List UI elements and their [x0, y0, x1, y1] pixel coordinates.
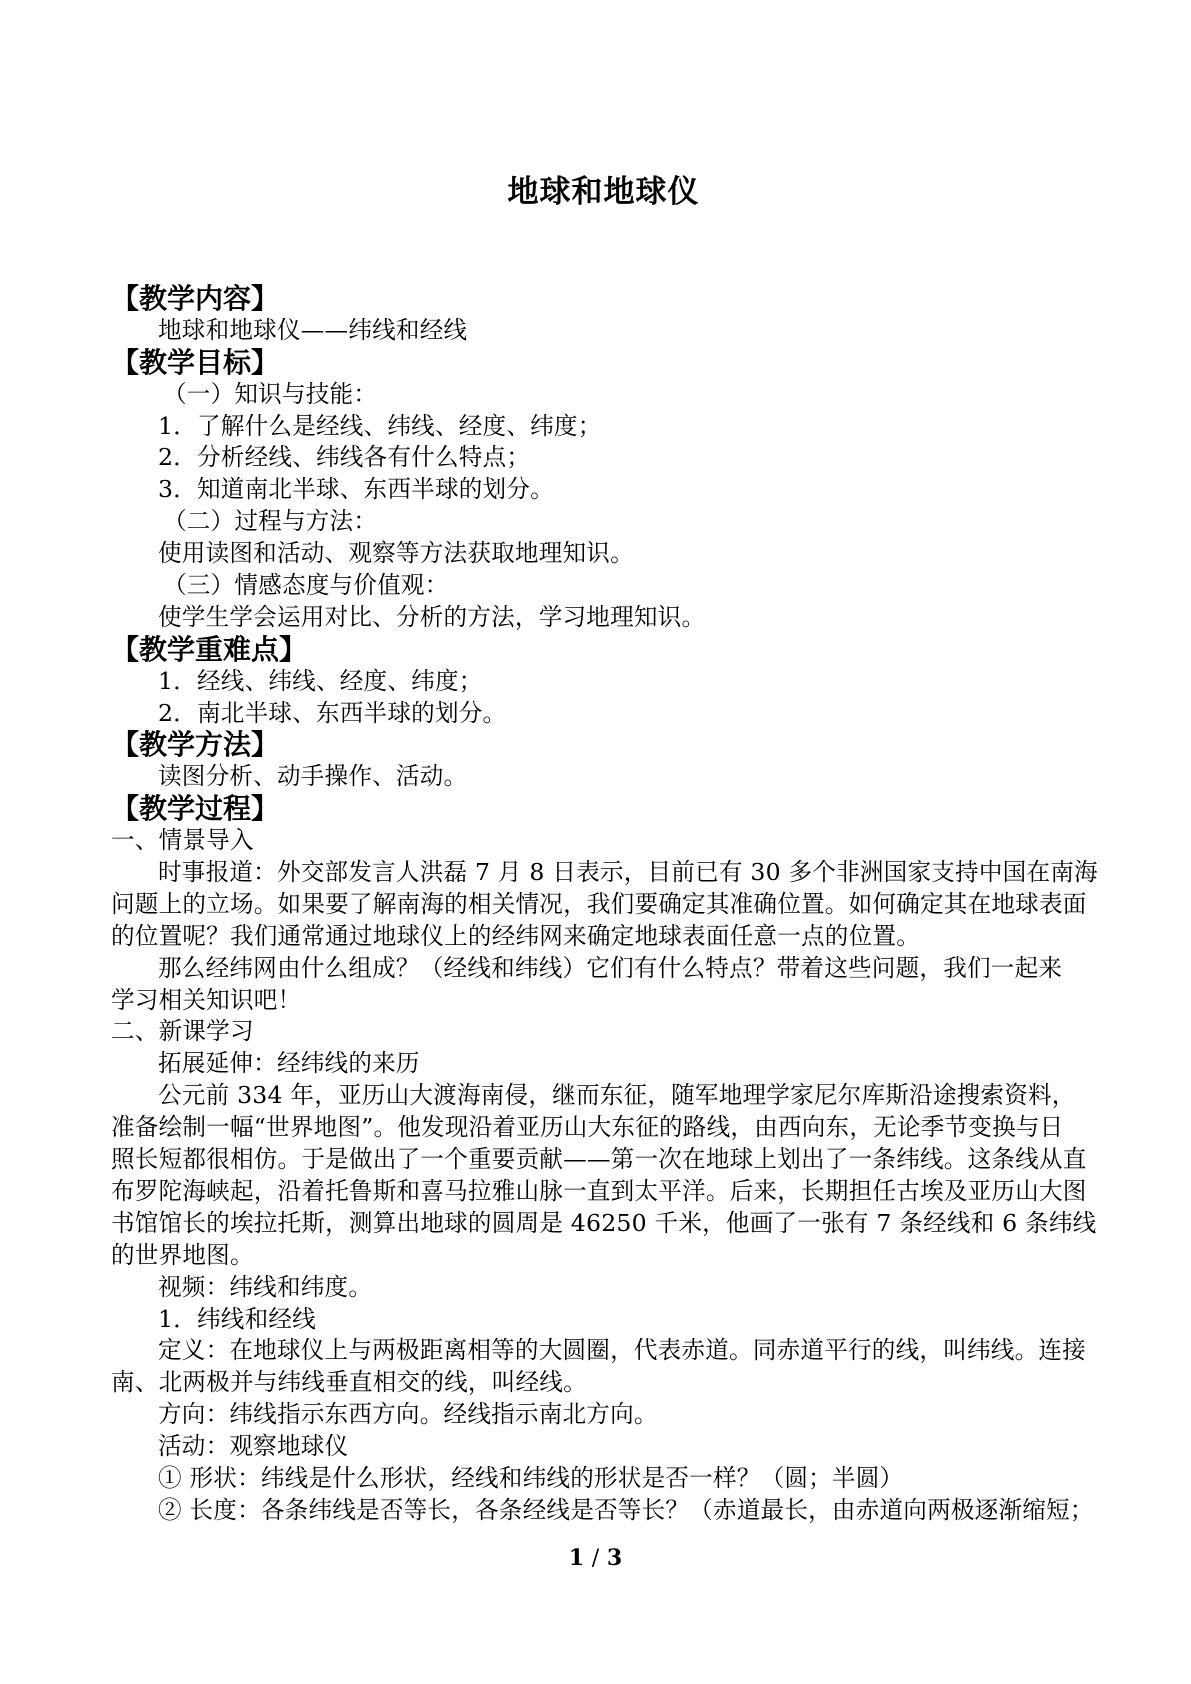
- item-title: 1．纬线和经线: [158, 1304, 316, 1333]
- shape-line: ① 形状：纬线是什么形状，经线和纬线的形状是否一样？（圆；半圆）: [158, 1463, 904, 1492]
- section-heading-key-points: 【教学重难点】: [111, 632, 308, 666]
- paragraph-line: 问题上的立场。如果要了解南海的相关情况，我们要确定其准确位置。如何确定其在地球表面: [111, 889, 1087, 918]
- paragraph-line: 那么经纬网由什么组成？（经线和纬线）它们有什么特点？带着这些问题，我们一起来: [158, 953, 1063, 982]
- key-point-line: 2．南北半球、东西半球的划分。: [158, 698, 507, 727]
- process-intro-title: 一、情景导入: [111, 826, 254, 855]
- length-line: ② 长度：各条纬线是否等长，各条经线是否等长？（赤道最长，由赤道向两极逐渐缩短；: [158, 1495, 1094, 1524]
- paragraph-line: 时事报道：外交部发言人洪磊 7 月 8 日表示，目前已有 30 多个非洲国家支持中国在南海: [158, 858, 1098, 887]
- method-text: 读图分析、动手操作、活动。: [158, 762, 468, 791]
- goal-line: （三）情感态度与价值观：: [163, 571, 449, 600]
- paragraph-line: 学习相关知识吧！: [111, 985, 302, 1014]
- goal-line: （一）知识与技能：: [163, 379, 378, 408]
- extend-title: 拓展延伸：经纬线的来历: [158, 1049, 420, 1078]
- new-lesson-title: 二、新课学习: [111, 1017, 254, 1046]
- goal-line: （二）过程与方法：: [163, 507, 378, 536]
- section-heading-process: 【教学过程】: [111, 792, 280, 826]
- section-heading-methods: 【教学方法】: [111, 728, 280, 762]
- goal-line: 3．知道南北半球、东西半球的划分。: [158, 475, 554, 504]
- paragraph-line: 公元前 334 年，亚历山大渡海南侵，继而东征，随军地理学家尼尔库斯沿途搜索资料，: [158, 1081, 1076, 1110]
- goal-line: 1．了解什么是经线、纬线、经度、纬度；: [158, 411, 602, 440]
- activity-line: 活动：观察地球仪: [158, 1432, 349, 1461]
- page-total: 3: [606, 1545, 623, 1571]
- paragraph-line: 的位置呢？我们通常通过地球仪上的经纬网来确定地球表面任意一点的位置。: [111, 921, 920, 950]
- paragraph-line: 南、北两极并与纬线垂直相交的线，叫经线。: [111, 1368, 587, 1397]
- goal-line: 2．分析经线、纬线各有什么特点；: [158, 443, 531, 472]
- paragraph-line: 照长短都很相仿。于是做出了一个重要贡献——第一次在地球上划出了一条纬线。这条线从直: [111, 1145, 1087, 1174]
- key-point-line: 1．经线、纬线、经度、纬度；: [158, 666, 483, 695]
- section-heading-goals: 【教学目标】: [111, 345, 280, 379]
- content-text: 地球和地球仪——纬线和经线: [158, 315, 468, 344]
- paragraph-line: 布罗陀海峡起，沿着托鲁斯和喜马拉雅山脉一直到太平洋。后来，长期担任古埃及亚历山大图: [111, 1176, 1087, 1205]
- paragraph-line: 书馆馆长的埃拉托斯，测算出地球的圆周是 46250 千米，他画了一张有 7 条经线和 6 条纬线: [111, 1208, 1097, 1237]
- section-heading-content: 【教学内容】: [111, 282, 280, 315]
- goal-line: 使学生学会运用对比、分析的方法，学习地理知识。: [158, 602, 706, 631]
- document-body: [111, 283, 1096, 1527]
- page-separator: /: [591, 1546, 600, 1571]
- page-current: 1: [568, 1545, 585, 1571]
- paragraph-line: 准备绘制一幅“世界地图”。他发现沿着亚历山大东征的路线，由西向东，无论季节变换与日: [111, 1113, 1064, 1142]
- paragraph-line: 定义：在地球仪上与两极距离相等的大圆圈，代表赤道。同赤道平行的线，叫纬线。连接: [158, 1336, 1086, 1365]
- page-number: [0, 1545, 1191, 1571]
- video-line: 视频：纬线和纬度。: [158, 1272, 373, 1301]
- direction-line: 方向：纬线指示东西方向。经线指示南北方向。: [158, 1400, 658, 1429]
- page-title: 地球和地球仪: [507, 174, 700, 210]
- goal-line: 使用读图和活动、观察等方法获取地理知识。: [158, 539, 634, 568]
- paragraph-line: 的世界地图。: [111, 1240, 254, 1269]
